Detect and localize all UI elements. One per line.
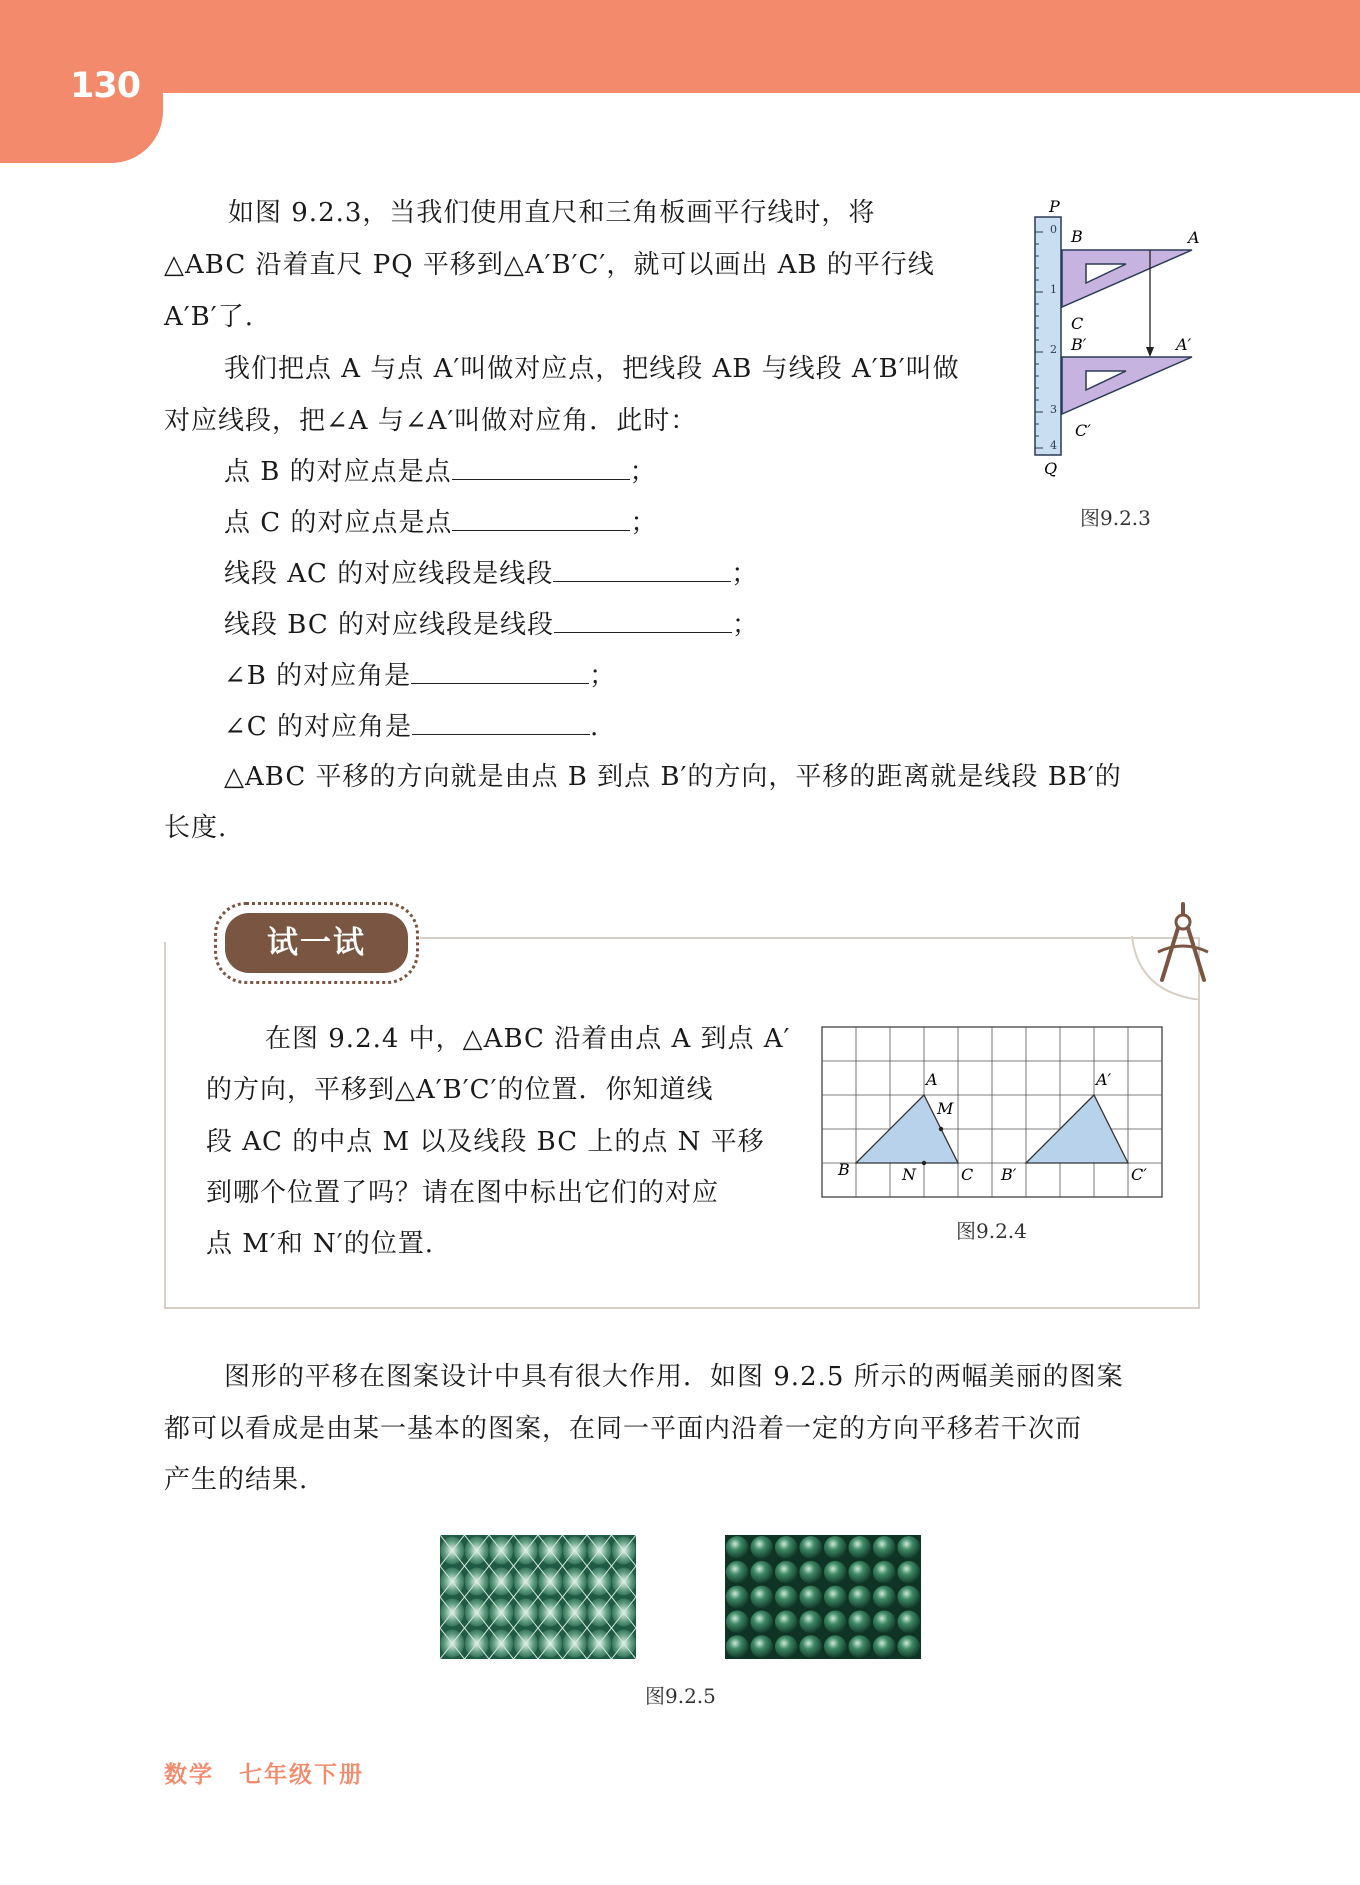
- fill-item-prompt: ∠B 的对应角是: [224, 661, 412, 691]
- point-m: [939, 1127, 943, 1131]
- ruler-tick-label: 3: [1050, 403, 1057, 416]
- try-it-line-2: 的方向，平移到△A′B′C′的位置．你知道线: [206, 1075, 714, 1105]
- direction-line-2: 长度.: [164, 813, 228, 843]
- ruler-tick-label: 1: [1050, 283, 1057, 296]
- definition-line-2: 对应线段，把∠A 与∠A′叫做对应角．此时：: [164, 406, 698, 436]
- ruler-tick-label: 0: [1050, 223, 1057, 236]
- design-line-1: 图形的平移在图案设计中具有很大作用．如图 9.2.5 所示的两幅美丽的图案: [224, 1362, 1124, 1392]
- answer-blank[interactable]: [554, 610, 732, 633]
- label-b-prime: B′: [1071, 335, 1087, 354]
- design-line-3: 产生的结果.: [164, 1465, 309, 1495]
- answer-blank[interactable]: [412, 712, 590, 735]
- try-it-line-1: 在图 9.2.4 中，△ABC 沿着由点 A 到点 A′: [265, 1024, 791, 1054]
- fill-item-prompt: ∠C 的对应角是: [224, 712, 412, 742]
- label-b-prime: B′: [1001, 1165, 1017, 1184]
- design-line-2: 都可以看成是由某一基本的图案，在同一平面内沿着一定的方向平移若干次而: [164, 1414, 1083, 1444]
- pattern-image-2: [725, 1535, 921, 1659]
- figure-9-2-3-caption: 图9.2.3: [1080, 506, 1151, 530]
- fill-item-prompt: 线段 BC 的对应线段是线段: [224, 610, 555, 640]
- fill-item-end: ；: [731, 559, 759, 589]
- triangle-a2b2c2: [1062, 357, 1192, 414]
- label-c: C: [1071, 314, 1084, 333]
- definition-line-1: 我们把点 A 与点 A′叫做对应点，把线段 AB 与线段 A′B′叫做: [224, 354, 960, 384]
- point-n: [922, 1161, 926, 1165]
- figure-9-2-4-caption: 图9.2.4: [956, 1219, 1027, 1243]
- arrow-head: [1146, 347, 1154, 357]
- label-n: N: [902, 1165, 916, 1184]
- fill-item-prompt: 点 B 的对应点是点: [224, 457, 452, 487]
- label-a-prime: A′: [1096, 1070, 1112, 1089]
- try-it-title: 试一试: [225, 913, 408, 973]
- label-m: M: [937, 1099, 954, 1118]
- figure-9-2-5-caption: 图9.2.5: [645, 1684, 716, 1708]
- fill-item: [224, 455, 657, 489]
- fill-item-end: ；: [630, 508, 658, 538]
- try-it-line-3: 段 AC 的中点 M 以及线段 BC 上的点 N 平移: [206, 1127, 765, 1157]
- fill-item: [224, 608, 759, 642]
- fill-item: [224, 506, 657, 540]
- header-band: [0, 0, 1360, 93]
- answer-blank[interactable]: [452, 457, 630, 480]
- ruler-tick-label: 2: [1050, 343, 1057, 356]
- fill-item-prompt: 点 C 的对应点是点: [224, 508, 453, 538]
- label-c-prime: C′: [1075, 421, 1091, 440]
- label-p: P: [1049, 197, 1060, 216]
- intro-line-1: 如图 9.2.3，当我们使用直尺和三角板画平行线时，将: [228, 198, 876, 228]
- label-a: A: [1188, 228, 1200, 247]
- intro-line-3: A′B′了.: [164, 302, 254, 332]
- ruler: [1035, 217, 1061, 455]
- answer-blank[interactable]: [553, 559, 731, 582]
- label-a-prime: A′: [1176, 335, 1192, 354]
- try-it-badge: [214, 902, 419, 984]
- label-b: B: [838, 1160, 850, 1179]
- fill-item: [224, 659, 616, 693]
- compass-icon: [1150, 898, 1216, 990]
- fill-item: [224, 710, 599, 744]
- fill-item-end: ；: [629, 457, 657, 487]
- label-c: C: [961, 1165, 974, 1184]
- label-q: Q: [1044, 459, 1058, 478]
- try-it-line-5: 点 M′和 N′的位置.: [206, 1229, 434, 1259]
- direction-line-1: △ABC 平移的方向就是由点 B 到点 B′的方向，平移的距离就是线段 BB′的: [224, 762, 1122, 792]
- fill-item-end: ；: [589, 661, 617, 691]
- triangle-abc: [1062, 250, 1192, 307]
- intro-line-2: △ABC 沿着直尺 PQ 平移到△A′B′C′，就可以画出 AB 的平行线: [164, 250, 935, 280]
- figure-9-2-3: [1020, 195, 1220, 485]
- try-it-line-4: 到哪个位置了吗？请在图中标出它们的对应: [206, 1178, 720, 1208]
- fill-item: [224, 557, 758, 591]
- label-c-prime: C′: [1131, 1165, 1147, 1184]
- label-b: B: [1071, 227, 1083, 246]
- pattern-image-1: [440, 1535, 636, 1659]
- fill-item-prompt: 线段 AC 的对应线段是线段: [224, 559, 554, 589]
- label-a: A: [926, 1070, 938, 1089]
- ruler-tick-label: 4: [1050, 439, 1057, 452]
- page-number: 130: [70, 66, 141, 106]
- fill-item-end: ；: [732, 610, 760, 640]
- answer-blank[interactable]: [411, 661, 589, 684]
- answer-blank[interactable]: [452, 508, 630, 531]
- fill-item-end: .: [589, 712, 600, 742]
- footer-book-title: 数学 七年级下册: [164, 1762, 364, 1788]
- figure-9-2-4: [820, 1025, 1165, 1200]
